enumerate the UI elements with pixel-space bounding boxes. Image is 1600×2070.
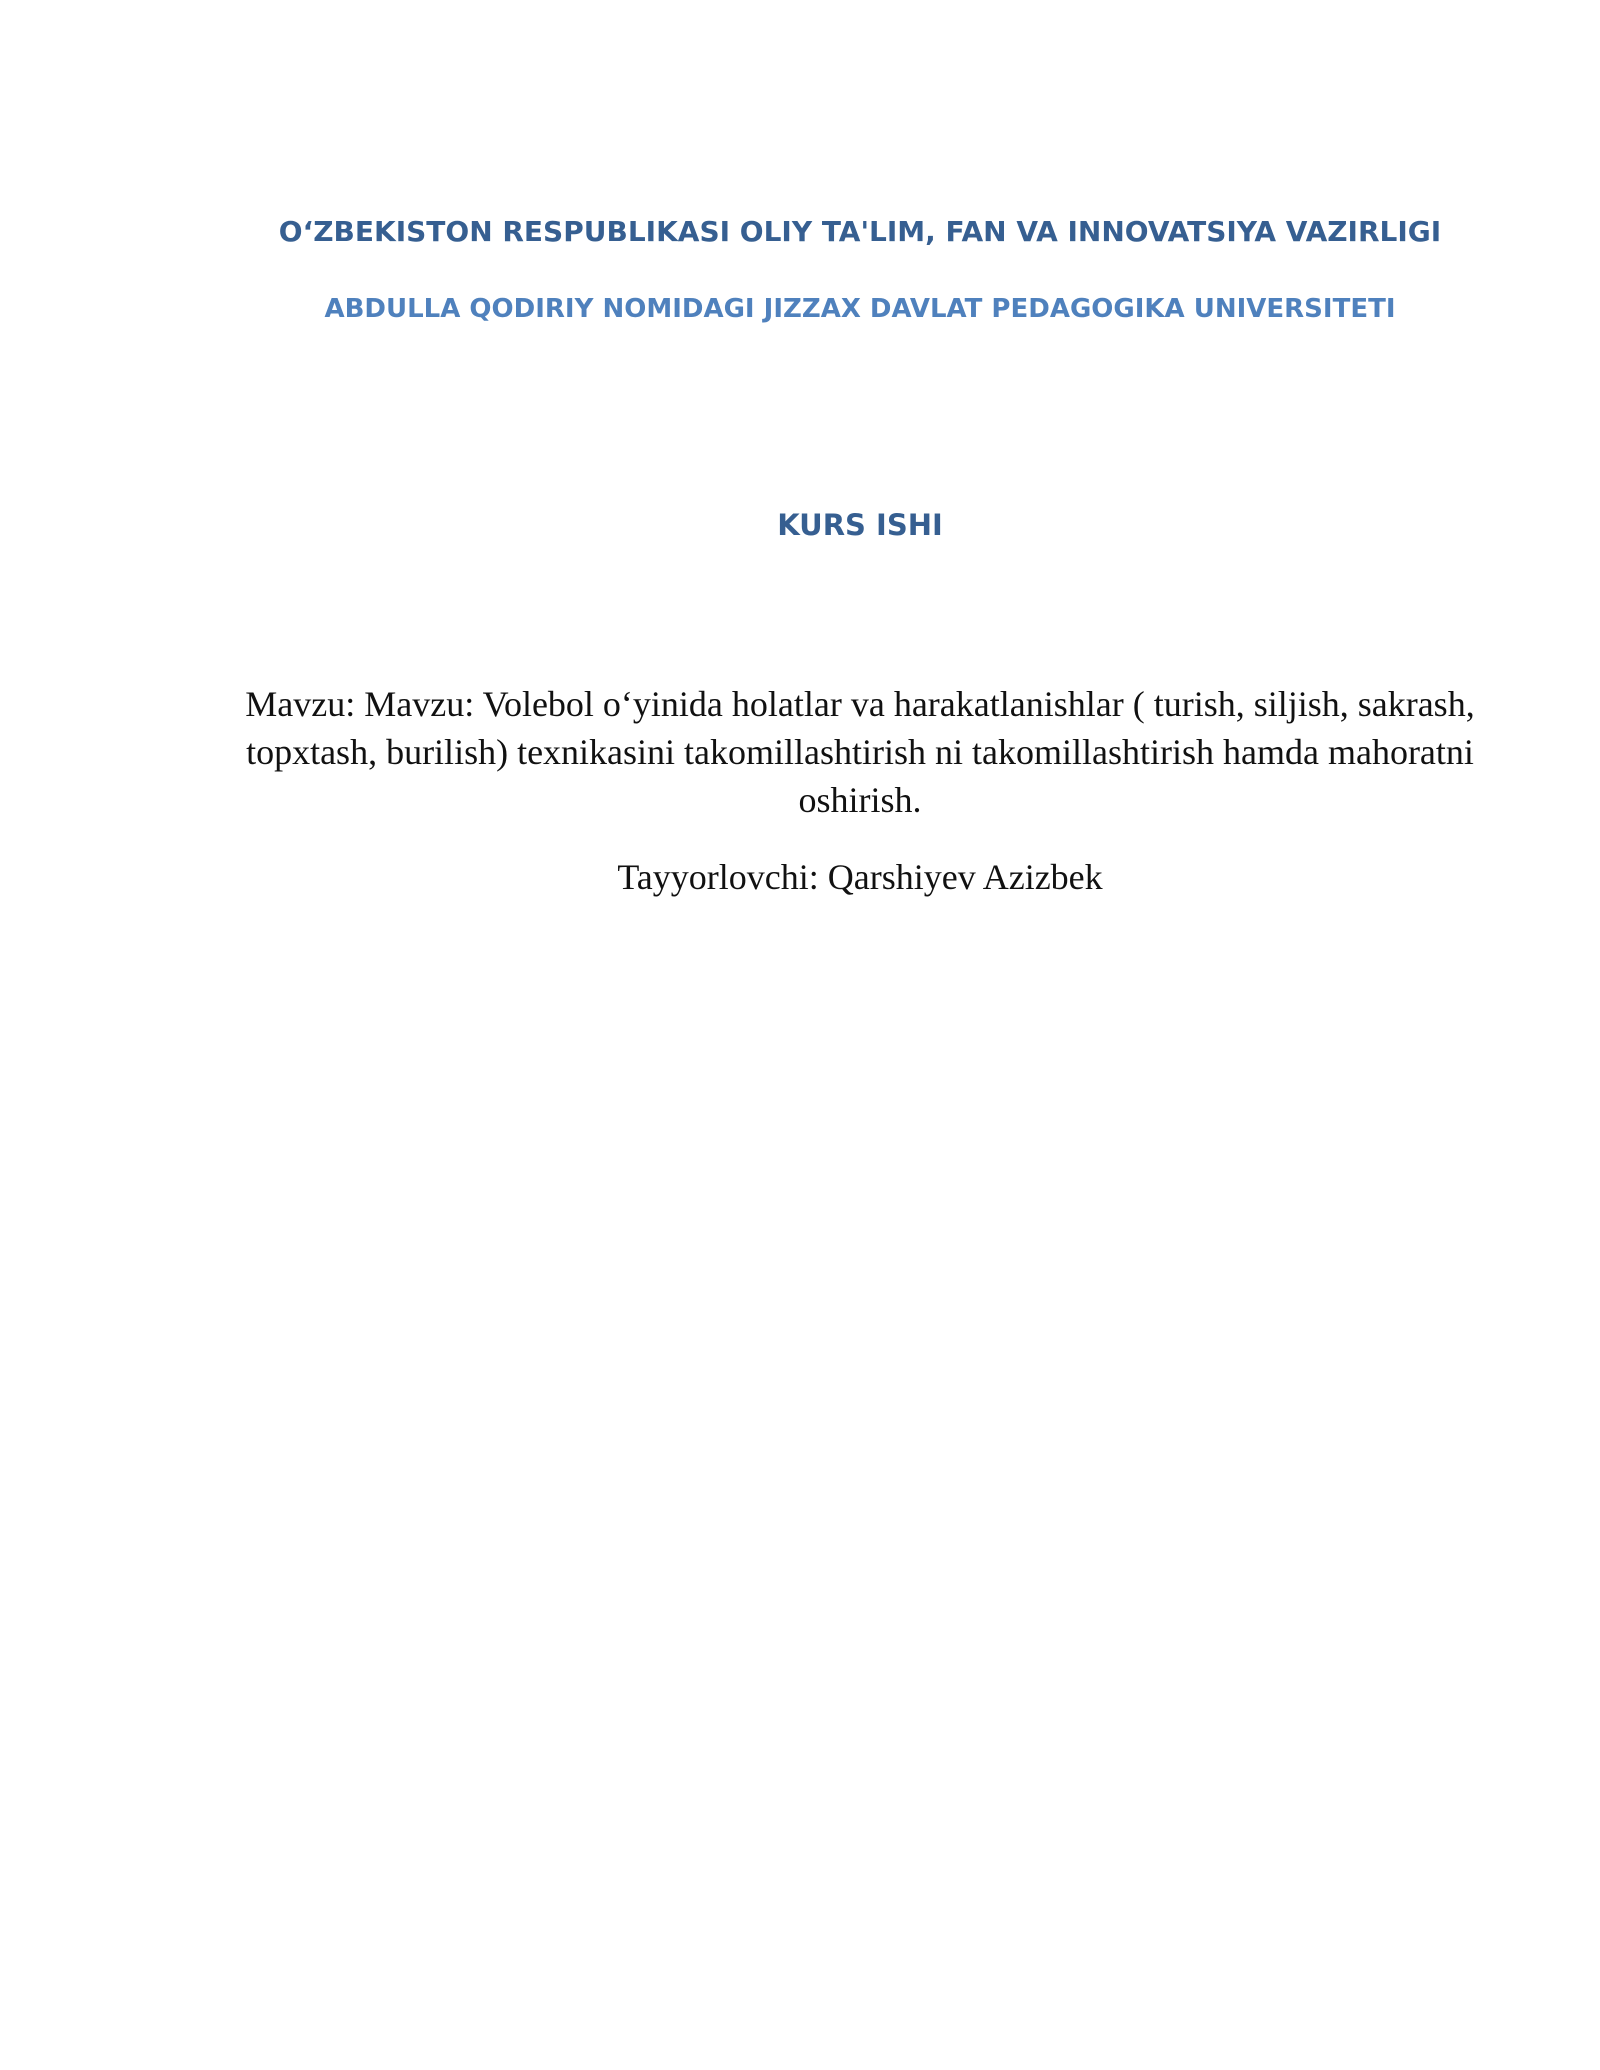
- university-heading: ABDULLA QODIRIY NOMIDAGI JIZZAX DAVLAT PEDAGOGIKA UNIVERSITETI: [324, 294, 1396, 324]
- document-type-title: KURS ISHI: [777, 508, 943, 542]
- author-line: Tayyorlovchi: Qarshiyev Azizbek: [617, 857, 1103, 897]
- ministry-heading: O‘ZBEKISTON RESPUBLIKASI OLIY TA'LIM, FAN VA INNOVATSIYA VAZIRLIGI: [278, 215, 1442, 248]
- topic-paragraph: Mavzu: Mavzu: Volebol o‘yinida holatlar va harakatlanishlar ( turish, siljish, sakrash, topxtash, burilish) texnikasini takomillashtirish ni takomillashtirish hamda mahoratni oshirish.: [245, 684, 1475, 820]
